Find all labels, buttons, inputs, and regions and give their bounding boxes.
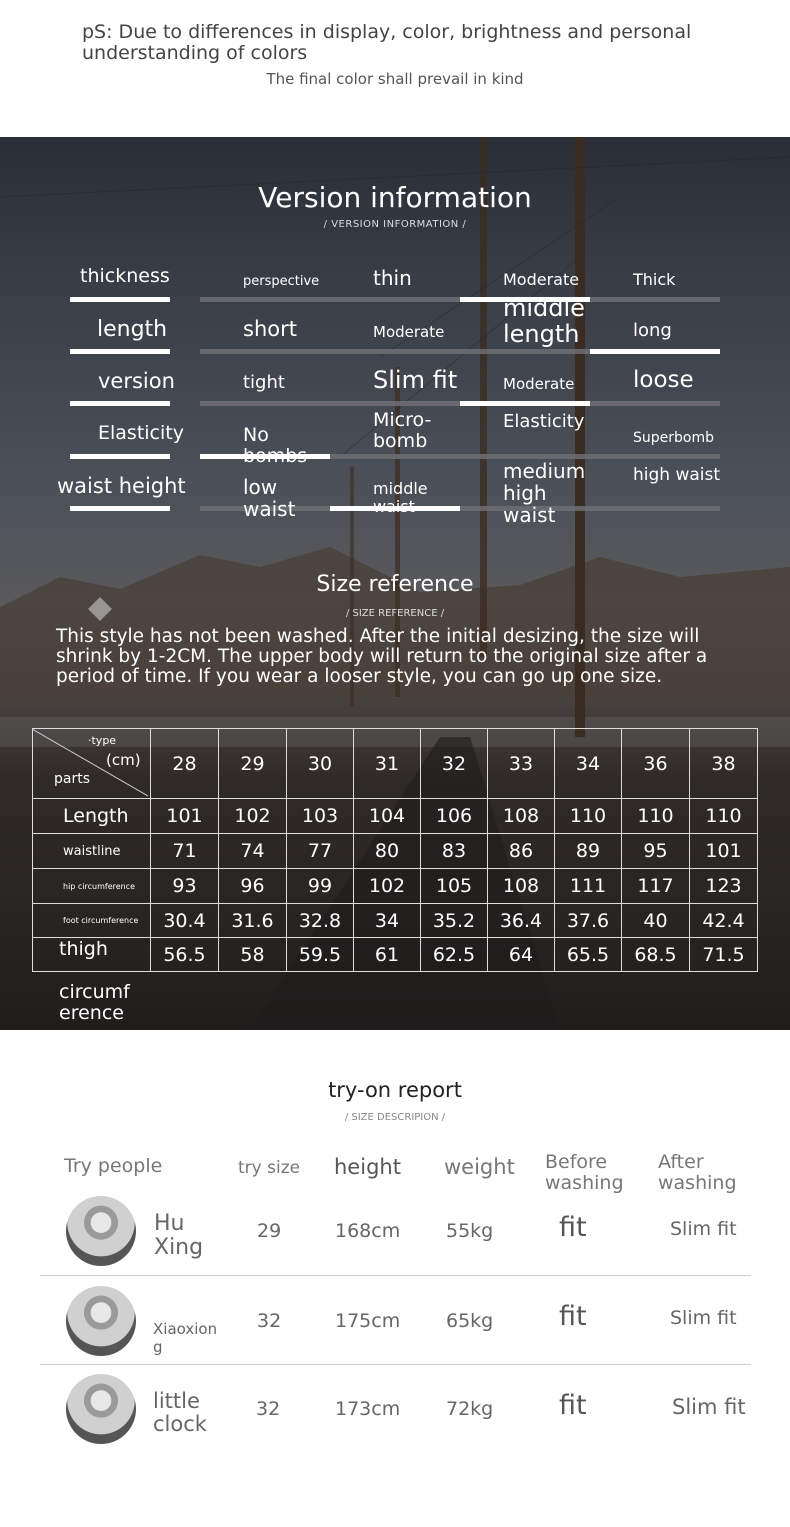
- size-col-header: 36: [622, 729, 690, 799]
- person-before: fit: [559, 1390, 587, 1421]
- table-cell: 40: [622, 904, 690, 938]
- size-reference-title: Size reference: [316, 572, 474, 597]
- header-height: height: [334, 1155, 401, 1179]
- avatar: [66, 1286, 136, 1356]
- table-cell: 64: [488, 938, 555, 972]
- size-col-header: 29: [219, 729, 287, 799]
- person-before: fit: [559, 1212, 587, 1243]
- table-cell: 42.4: [690, 904, 758, 938]
- table-cell: 86: [488, 834, 555, 869]
- table-cell: 58: [219, 938, 287, 972]
- header-before-washing: Before washing: [545, 1151, 624, 1194]
- table-cell: 71.5: [690, 938, 758, 972]
- version-label-underline: [70, 454, 170, 459]
- table-row: [33, 938, 758, 972]
- size-col-header: 34: [555, 729, 622, 799]
- person-weight: 65kg: [446, 1310, 494, 1332]
- table-cell: 105: [421, 869, 488, 904]
- version-option-bar: [330, 349, 460, 354]
- header-try-people: Try people: [64, 1155, 163, 1177]
- table-cell: 80: [354, 834, 421, 869]
- table-cell: 37.6: [555, 904, 622, 938]
- version-row-label: length: [97, 317, 168, 342]
- table-cell: 102: [354, 869, 421, 904]
- person-size: 32: [256, 1398, 281, 1420]
- table-cell: 36.4: [488, 904, 555, 938]
- row-divider: [40, 1275, 751, 1276]
- table-cell: 32.8: [287, 904, 354, 938]
- header-after-washing: After washing: [658, 1151, 737, 1194]
- size-col-header: 38: [690, 729, 758, 799]
- version-option-label: middle length: [503, 294, 585, 348]
- table-cell: 71: [151, 834, 219, 869]
- table-cell: 61: [354, 938, 421, 972]
- try-on-title: try-on report: [328, 1078, 462, 1102]
- row-header-hip: hip circumference: [33, 869, 151, 904]
- table-row: [33, 799, 758, 834]
- version-label-underline: [70, 401, 170, 406]
- table-cell: 106: [421, 799, 488, 834]
- person-height: 175cm: [335, 1310, 401, 1332]
- table-cell: 117: [622, 869, 690, 904]
- table-cell: 35.2: [421, 904, 488, 938]
- table-cell: 83: [421, 834, 488, 869]
- person-height: 173cm: [335, 1398, 401, 1420]
- version-option-bar-selected: [590, 349, 720, 354]
- version-option-bar-selected: [460, 401, 590, 406]
- corner-parts: parts: [54, 771, 91, 787]
- version-row-label: Elasticity: [98, 422, 184, 444]
- version-option-label: Elasticity: [503, 411, 585, 432]
- table-cell: 110: [622, 799, 690, 834]
- version-option-label: medium high waist: [503, 459, 586, 527]
- table-cell: 111: [555, 869, 622, 904]
- size-col-header: 32: [421, 729, 488, 799]
- person-height: 168cm: [335, 1220, 401, 1242]
- corner-type: ·type: [88, 734, 117, 747]
- row-header-length: Length: [33, 799, 151, 834]
- table-cell: 99: [287, 869, 354, 904]
- version-option-bar: [330, 454, 460, 459]
- size-reference-subtitle: / SIZE REFERENCE /: [345, 608, 445, 619]
- version-row-label: thickness: [80, 265, 170, 287]
- version-label-underline: [70, 506, 170, 511]
- version-title: Version information: [258, 181, 532, 214]
- size-col-header: 31: [354, 729, 421, 799]
- person-weight: 55kg: [446, 1220, 494, 1242]
- table-cell: 56.5: [151, 938, 219, 972]
- table-cell: 30.4: [151, 904, 219, 938]
- version-option-bar: [590, 506, 720, 511]
- table-cell: 62.5: [421, 938, 488, 972]
- table-row: [33, 834, 758, 869]
- table-cell: 103: [287, 799, 354, 834]
- version-option-label: loose: [633, 367, 694, 393]
- table-cell: 68.5: [622, 938, 690, 972]
- table-cell: 96: [219, 869, 287, 904]
- table-cell: 110: [690, 799, 758, 834]
- version-option-bar: [330, 297, 460, 302]
- size-col-header: 30: [287, 729, 354, 799]
- version-option-label: tight: [243, 372, 285, 393]
- version-option-label: No bombs: [243, 424, 308, 467]
- version-option-bar: [200, 349, 330, 354]
- size-table: [32, 728, 758, 972]
- version-option-label: low waist: [243, 475, 296, 521]
- person-name: little clock: [153, 1389, 207, 1436]
- person-after: Slim fit: [670, 1307, 737, 1329]
- person-weight: 72kg: [446, 1398, 494, 1420]
- version-option-bar: [590, 297, 720, 302]
- version-row-label: waist height: [57, 474, 186, 498]
- person-before: fit: [559, 1301, 587, 1332]
- row-header-thigh: thigh: [33, 938, 151, 972]
- version-option-bar: [590, 401, 720, 406]
- version-label-underline: [70, 349, 170, 354]
- table-cell: 59.5: [287, 938, 354, 972]
- table-cell: 108: [488, 799, 555, 834]
- avatar: [66, 1196, 136, 1266]
- version-option-label: thin: [373, 266, 412, 290]
- table-cell: 89: [555, 834, 622, 869]
- version-subtitle: / VERSION INFORMATION /: [323, 219, 467, 230]
- row-header-foot: foot circumference: [33, 904, 151, 938]
- size-reference-description: This style has not been washed. After the initial desizing, the size will shrink by 1-2CM. The upper body will return to the original size after a period of time. If you wear a looser style, you can go up one size.: [56, 626, 708, 687]
- table-cell: 110: [555, 799, 622, 834]
- table-cell: 101: [151, 799, 219, 834]
- version-option-label: middle waist: [373, 479, 428, 516]
- version-option-label: Moderate: [503, 270, 580, 289]
- table-row: [33, 869, 758, 904]
- table-cell: 31.6: [219, 904, 287, 938]
- size-header-row: [33, 729, 758, 799]
- person-size: 32: [257, 1310, 282, 1332]
- version-row-label: version: [98, 369, 175, 393]
- version-option-label: Micro-bomb: [373, 409, 432, 452]
- table-cell: 123: [690, 869, 758, 904]
- version-option-label: high waist: [633, 465, 721, 485]
- version-option-label: long: [633, 320, 672, 341]
- version-option-label: Moderate: [373, 323, 445, 341]
- table-cell: 95: [622, 834, 690, 869]
- row-header-waistline: waistline: [33, 834, 151, 869]
- table-cell: 104: [354, 799, 421, 834]
- header-try-size: try size: [238, 1158, 301, 1178]
- version-option-label: perspective: [243, 274, 320, 289]
- person-after: Slim fit: [670, 1218, 737, 1240]
- person-name: Hu Xing: [154, 1211, 204, 1260]
- table-cell: 101: [690, 834, 758, 869]
- version-option-bar: [200, 297, 330, 302]
- try-on-subtitle: / SIZE DESCRIPION /: [344, 1112, 446, 1123]
- person-after: Slim fit: [672, 1395, 746, 1419]
- thigh-overflow-label: circumf erence: [59, 981, 130, 1024]
- version-option-bar: [200, 401, 330, 406]
- table-corner-cell: [33, 729, 151, 799]
- person-name: Xiaoxiong: [153, 1320, 218, 1356]
- row-divider: [40, 1364, 751, 1365]
- hero-section: [0, 137, 790, 1030]
- version-option-label: Superbomb: [633, 430, 714, 446]
- table-cell: 65.5: [555, 938, 622, 972]
- version-option-label: Moderate: [503, 375, 575, 393]
- table-cell: 108: [488, 869, 555, 904]
- table-cell: 77: [287, 834, 354, 869]
- notice-text: pS: Due to differences in display, color, brightness and personal understanding of colors: [82, 21, 692, 64]
- table-cell: 34: [354, 904, 421, 938]
- version-option-label: Slim fit: [373, 366, 458, 394]
- avatar: [66, 1374, 136, 1444]
- table-row: [33, 904, 758, 938]
- table-cell: 93: [151, 869, 219, 904]
- corner-unit: (cm): [106, 751, 141, 769]
- table-cell: 102: [219, 799, 287, 834]
- version-option-label: Thick: [633, 270, 676, 289]
- size-col-header: 28: [151, 729, 219, 799]
- size-col-header: 33: [488, 729, 555, 799]
- person-size: 29: [257, 1220, 282, 1242]
- version-option-bar: [330, 401, 460, 406]
- version-option-bar: [460, 349, 590, 354]
- version-option-bar: [590, 454, 720, 459]
- notice-subtext: The final color shall prevail in kind: [266, 70, 524, 88]
- header-weight: weight: [444, 1155, 515, 1179]
- table-cell: 74: [219, 834, 287, 869]
- version-option-label: short: [243, 317, 297, 341]
- version-label-underline: [70, 297, 170, 302]
